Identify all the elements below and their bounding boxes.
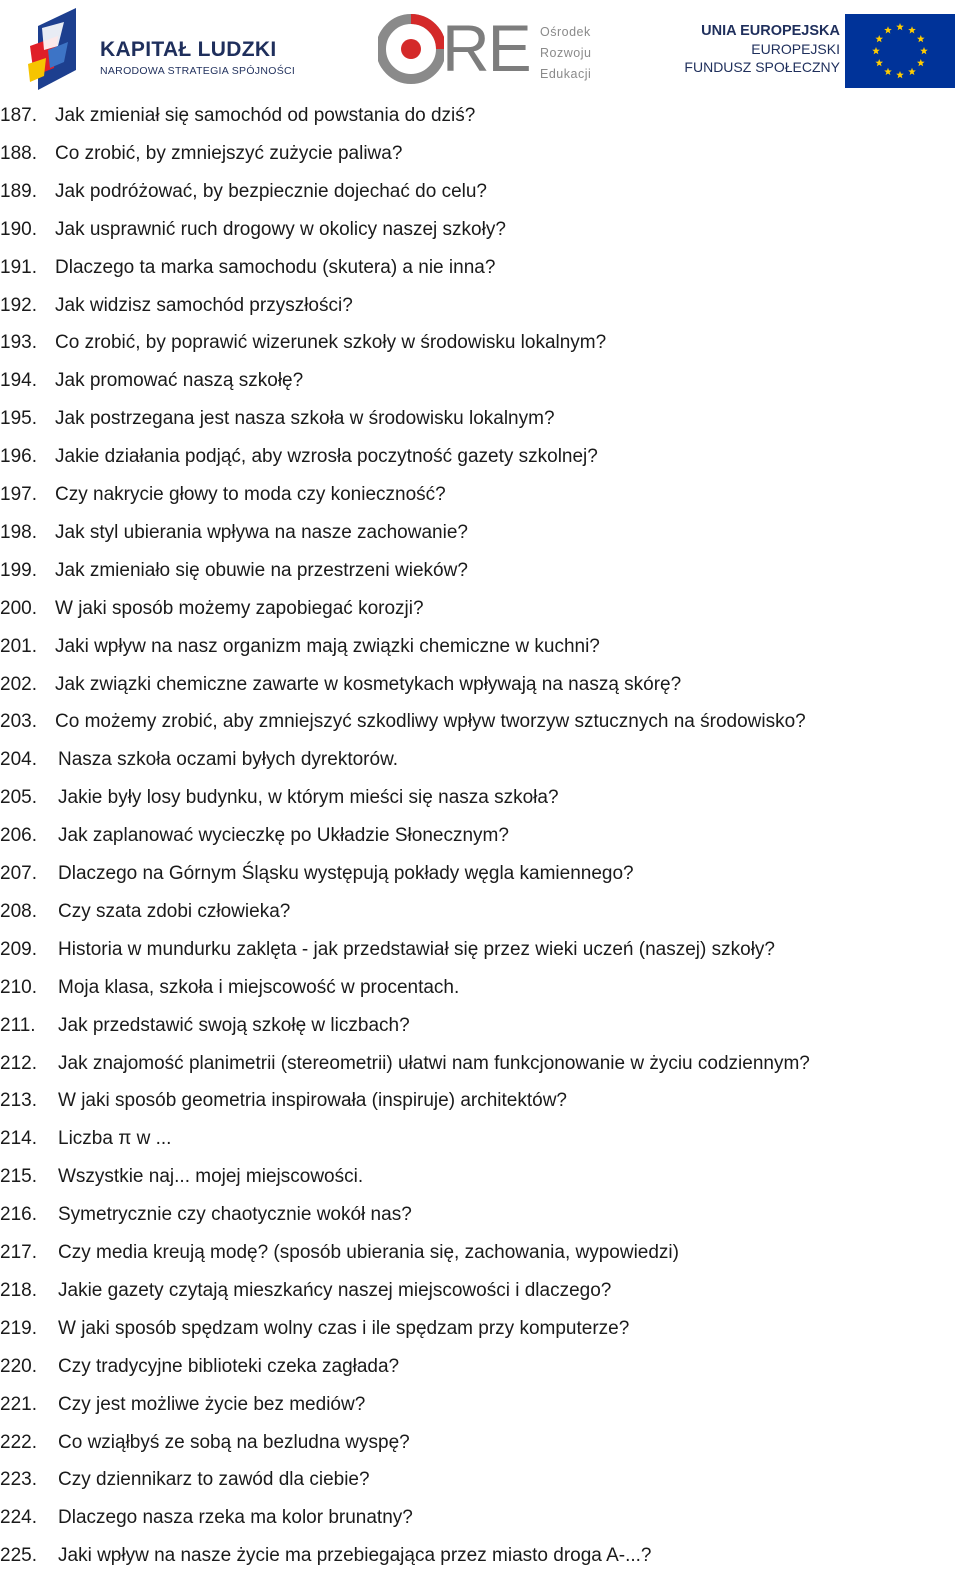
item-number: 201.	[0, 636, 37, 657]
item-text: Czy dziennikarz to zawód dla ciebie?	[58, 1469, 370, 1490]
eu-line-2: EUROPEJSKI	[751, 41, 840, 57]
eu-star	[896, 23, 904, 30]
item-number: 205.	[0, 787, 37, 808]
ore-line-3: Edukacji	[540, 67, 592, 81]
item-number: 220.	[0, 1356, 37, 1377]
eu-star	[908, 68, 916, 75]
item-number: 203.	[0, 711, 37, 732]
item-number: 207.	[0, 863, 37, 884]
item-number: 221.	[0, 1394, 37, 1415]
item-text: Jak zmieniał się samochód od powstania do dziś?	[55, 105, 476, 126]
item-text: Jaki wpływ na nasze życie ma przebiegająca przez miasto droga A-...?	[58, 1545, 652, 1566]
item-text: Jak styl ubierania wpływa na nasze zachowanie?	[55, 522, 468, 543]
item-text: Jak przedstawić swoją szkołę w liczbach?	[58, 1015, 410, 1036]
item-text: Jak widzisz samochód przyszłości?	[55, 295, 353, 316]
item-text: Jak usprawnić ruch drogowy w okolicy naszej szkoły?	[55, 219, 506, 240]
eu-star	[920, 47, 928, 54]
item-number: 188.	[0, 143, 37, 164]
item-number: 224.	[0, 1507, 37, 1528]
kapital-ludzki-subtitle: NARODOWA STRATEGIA SPÓJNOŚCI	[100, 65, 296, 77]
item-text: Historia w mundurku zaklęta - jak przedstawiał się przez wieki uczeń (naszej) szkoły?	[58, 939, 775, 960]
item-text: Jak związki chemiczne zawarte w kosmetykach wpływają na naszą skórę?	[55, 674, 682, 695]
item-text: Wszystkie naj... mojej miejscowości.	[58, 1166, 364, 1187]
item-number: 214.	[0, 1128, 37, 1149]
item-number: 222.	[0, 1432, 37, 1453]
eu-line-1: UNIA EUROPEJSKA	[701, 23, 840, 39]
item-number: 198.	[0, 522, 37, 543]
item-number: 212.	[0, 1053, 37, 1074]
ore-line-2: Rozwoju	[540, 46, 592, 60]
item-text: Co zrobić, by zmniejszyć zużycie paliwa?	[55, 143, 403, 164]
item-number: 200.	[0, 598, 37, 619]
eu-star	[884, 26, 892, 33]
eu-caption	[672, 22, 840, 76]
item-text: Nasza szkoła oczami byłych dyrektorów.	[58, 749, 399, 770]
item-text: Jaki wpływ na nasz organizm mają związki chemiczne w kuchni?	[55, 636, 600, 657]
item-text: Symetrycznie czy chaotycznie wokół nas?	[58, 1204, 412, 1225]
eu-stars-icon	[845, 14, 955, 88]
item-text: Jakie działania podjąć, aby wzrosła poczytność gazety szkolnej?	[55, 446, 598, 467]
item-text: Czy nakrycie głowy to moda czy konieczność?	[55, 484, 446, 505]
item-text: Liczba π w ...	[58, 1128, 172, 1149]
item-number: 217.	[0, 1242, 37, 1263]
ore-circle-icon	[378, 14, 444, 84]
item-text: Czy media kreują modę? (sposób ubierania się, zachowania, wypowiedzi)	[58, 1242, 679, 1263]
item-number: 215.	[0, 1166, 37, 1187]
item-number: 213.	[0, 1090, 37, 1111]
item-text: Moja klasa, szkoła i miejscowość w procentach.	[58, 977, 460, 998]
item-number: 219.	[0, 1318, 37, 1339]
item-text: Czy tradycyjne biblioteki czeka zagłada?	[58, 1356, 400, 1377]
item-number: 225.	[0, 1545, 37, 1566]
eu-star	[908, 26, 916, 33]
item-number: 192.	[0, 295, 37, 316]
item-number: 199.	[0, 560, 37, 581]
eu-line-3: FUNDUSZ SPOŁECZNY	[684, 59, 840, 75]
eu-star	[875, 35, 883, 42]
item-text: Co zrobić, by poprawić wizerunek szkoły w środowisku lokalnym?	[55, 332, 607, 353]
item-number: 202.	[0, 674, 37, 695]
item-text: Jakie były losy budynku, w którym mieści się nasza szkoła?	[58, 787, 559, 808]
item-text: Co wziąłbyś ze sobą na bezludna wyspę?	[58, 1432, 410, 1453]
item-text: Jak postrzegana jest nasza szkoła w środowisku lokalnym?	[55, 408, 555, 429]
item-text: Co możemy zrobić, aby zmniejszyć szkodliwy wpływ tworzyw sztucznych na środowisko?	[55, 711, 806, 732]
ore-line-1: Ośrodek	[540, 25, 591, 39]
item-text: Czy jest możliwe życie bez mediów?	[58, 1394, 366, 1415]
item-text: Jak zaplanować wycieczkę po Układzie Słonecznym?	[58, 825, 509, 846]
eu-star	[872, 47, 880, 54]
item-text: Dlaczego na Górnym Śląsku występują pokłady węgla kamiennego?	[58, 863, 634, 884]
kapital-ludzki-emblem-icon	[28, 6, 88, 92]
ore-word: RE	[442, 11, 530, 85]
item-number: 204.	[0, 749, 37, 770]
eu-star	[917, 35, 925, 42]
item-text: Dlaczego ta marka samochodu (skutera) a nie inna?	[55, 257, 496, 278]
item-text: Dlaczego nasza rzeka ma kolor brunatny?	[58, 1507, 413, 1528]
item-number: 193.	[0, 332, 37, 353]
ore-logo	[378, 11, 618, 85]
item-number: 195.	[0, 408, 37, 429]
item-text: W jaki sposób geometria inspirowała (inspiruje) architektów?	[58, 1090, 567, 1111]
page-header	[0, 0, 960, 95]
item-number: 187.	[0, 105, 37, 126]
kapital-ludzki-logo	[28, 6, 298, 92]
item-text: W jaki sposób możemy zapobiegać korozji?	[55, 598, 424, 619]
item-number: 211.	[0, 1015, 36, 1036]
item-number: 190.	[0, 219, 37, 240]
item-number: 209.	[0, 939, 37, 960]
item-number: 218.	[0, 1280, 37, 1301]
item-number: 206.	[0, 825, 37, 846]
eu-star	[917, 59, 925, 66]
item-number: 208.	[0, 901, 37, 922]
eu-star	[875, 59, 883, 66]
item-text: Jak znajomość planimetrii (stereometrii) ułatwi nam funkcjonowanie w życiu codziennym?	[58, 1053, 810, 1074]
item-number: 216.	[0, 1204, 37, 1225]
item-number: 189.	[0, 181, 37, 202]
ore-caption	[540, 22, 620, 85]
item-number: 191.	[0, 257, 37, 278]
item-text: Jak podróżować, by bezpiecznie dojechać do celu?	[55, 181, 487, 202]
item-text: Jakie gazety czytają mieszkańcy naszej miejscowości i dlaczego?	[58, 1280, 612, 1301]
kapital-ludzki-title: KAPITAŁ LUDZKI	[100, 38, 277, 61]
item-text: Jak promować naszą szkołę?	[55, 370, 304, 391]
item-number: 194.	[0, 370, 37, 391]
item-number: 210.	[0, 977, 37, 998]
item-text: Czy szata zdobi człowieka?	[58, 901, 291, 922]
item-number: 223.	[0, 1469, 37, 1490]
eu-star	[896, 71, 904, 78]
item-text: Jak zmieniało się obuwie na przestrzeni wieków?	[55, 560, 468, 581]
item-text: W jaki sposób spędzam wolny czas i ile spędzam przy komputerze?	[58, 1318, 630, 1339]
item-number: 196.	[0, 446, 37, 467]
item-number: 197.	[0, 484, 37, 505]
eu-flag-icon	[845, 14, 955, 88]
eu-star	[884, 68, 892, 75]
